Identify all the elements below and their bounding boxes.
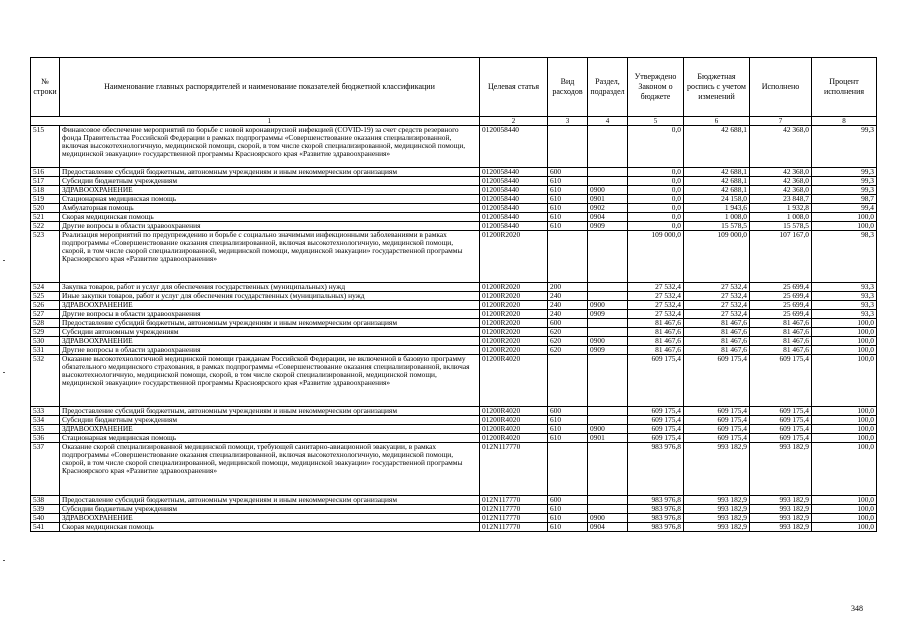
execution-percent: 100,0 <box>812 514 877 523</box>
section-code <box>588 292 628 301</box>
column-number-4: 4 <box>588 117 628 126</box>
row-number: 530 <box>31 337 60 346</box>
header-target: Целевая статья <box>480 58 548 117</box>
row-number: 536 <box>31 434 60 443</box>
table-row <box>31 443 877 496</box>
execution-percent: 100,0 <box>812 443 877 496</box>
section-code: 0904 <box>588 213 628 222</box>
table-row <box>31 496 877 505</box>
row-name: Предоставление субсидий бюджетным, автономным учреждениям и иным некоммерческим организациям <box>60 407 480 416</box>
target-article: 012N117770 <box>480 443 548 496</box>
executed-amount: 25 699,4 <box>750 301 812 310</box>
header-expense-type: Вид расходов <box>548 58 588 117</box>
execution-percent: 100,0 <box>812 425 877 434</box>
approved-amount: 81 467,6 <box>628 328 684 337</box>
row-number: 526 <box>31 301 60 310</box>
execution-percent: 98,7 <box>812 195 877 204</box>
header-section: Раздел, подраздел <box>588 58 628 117</box>
section-code: 0904 <box>588 523 628 532</box>
executed-amount: 993 182,9 <box>750 443 812 496</box>
section-code: 0900 <box>588 301 628 310</box>
approved-amount: 81 467,6 <box>628 319 684 328</box>
row-number: 524 <box>31 283 60 292</box>
executed-amount: 1 008,0 <box>750 213 812 222</box>
executed-amount: 993 182,9 <box>750 505 812 514</box>
section-code: 0909 <box>588 310 628 319</box>
table-row <box>31 355 877 407</box>
row-name: Амбулаторная помощь <box>60 204 480 213</box>
row-number: 540 <box>31 514 60 523</box>
execution-percent: 100,0 <box>812 416 877 425</box>
target-article: 01200R4020 <box>480 407 548 416</box>
table-row <box>31 407 877 416</box>
executed-amount: 42 368,0 <box>750 126 812 168</box>
row-name: Закупка товаров, работ и услуг для обеспечения государственных (муниципальных) нужд <box>60 283 480 292</box>
executed-amount: 609 175,4 <box>750 416 812 425</box>
budget-list-amount: 993 182,9 <box>684 496 750 505</box>
table-row <box>31 434 877 443</box>
row-name: Скорая медицинская помощь <box>60 523 480 532</box>
expense-type: 240 <box>548 310 588 319</box>
row-name: ЗДРАВООХРАНЕНИЕ <box>60 514 480 523</box>
row-name: Предоставление субсидий бюджетным, автономным учреждениям и иным некоммерческим организациям <box>60 168 480 177</box>
execution-percent: 93,3 <box>812 301 877 310</box>
execution-percent: 100,0 <box>812 337 877 346</box>
row-number: 537 <box>31 443 60 496</box>
target-article: 01200R2020 <box>480 337 548 346</box>
budget-list-amount: 42 688,1 <box>684 168 750 177</box>
expense-type: 600 <box>548 168 588 177</box>
budget-list-amount: 27 532,4 <box>684 283 750 292</box>
section-code <box>588 126 628 168</box>
page-number: 348 <box>851 604 863 613</box>
section-code <box>588 283 628 292</box>
table-body <box>31 126 877 532</box>
executed-amount: 993 182,9 <box>750 523 812 532</box>
row-name: Предоставление субсидий бюджетным, автономным учреждениям и иным некоммерческим организациям <box>60 496 480 505</box>
target-article: 01200R2020 <box>480 328 548 337</box>
executed-amount: 107 167,0 <box>750 231 812 283</box>
row-number: 520 <box>31 204 60 213</box>
row-name: ЗДРАВООХРАНЕНИЕ <box>60 337 480 346</box>
section-code <box>588 416 628 425</box>
target-article: 01200R2020 <box>480 346 548 355</box>
expense-type: 610 <box>548 523 588 532</box>
target-article: 012N117770 <box>480 523 548 532</box>
approved-amount: 81 467,6 <box>628 337 684 346</box>
row-name: Другие вопросы в области здравоохранения <box>60 222 480 231</box>
row-name: Субсидии бюджетным учреждениям <box>60 177 480 186</box>
header-name: Наименование главных распорядителей и наименование показателей бюджетной классификации <box>60 58 480 117</box>
row-name: Субсидии бюджетным учреждениям <box>60 416 480 425</box>
executed-amount: 81 467,6 <box>750 328 812 337</box>
row-number: 518 <box>31 186 60 195</box>
budget-list-amount: 609 175,4 <box>684 425 750 434</box>
execution-percent: 100,0 <box>812 505 877 514</box>
expense-type: 610 <box>548 177 588 186</box>
execution-percent: 100,0 <box>812 213 877 222</box>
table-row <box>31 416 877 425</box>
row-number: 535 <box>31 425 60 434</box>
row-number: 528 <box>31 319 60 328</box>
target-article: 012N117770 <box>480 514 548 523</box>
section-code: 0902 <box>588 204 628 213</box>
target-article: 01200R2020 <box>480 292 548 301</box>
target-article: 0120058440 <box>480 186 548 195</box>
target-article: 01200R4020 <box>480 355 548 407</box>
target-article: 01200R2020 <box>480 310 548 319</box>
approved-amount: 983 976,8 <box>628 505 684 514</box>
row-name: Субсидии бюджетным учреждениям <box>60 505 480 514</box>
section-code: 0909 <box>588 346 628 355</box>
executed-amount: 15 578,5 <box>750 222 812 231</box>
section-code <box>588 505 628 514</box>
execution-percent: 100,0 <box>812 434 877 443</box>
budget-list-amount: 42 688,1 <box>684 177 750 186</box>
row-number: 532 <box>31 355 60 407</box>
budget-list-amount: 109 000,0 <box>684 231 750 283</box>
budget-list-amount: 993 182,9 <box>684 505 750 514</box>
budget-sheet <box>30 57 876 532</box>
row-number: 516 <box>31 168 60 177</box>
execution-percent: 100,0 <box>812 496 877 505</box>
execution-percent: 99,3 <box>812 186 877 195</box>
expense-type: 620 <box>548 328 588 337</box>
table-row <box>31 523 877 532</box>
row-number: 538 <box>31 496 60 505</box>
execution-percent: 100,0 <box>812 346 877 355</box>
budget-list-amount: 993 182,9 <box>684 443 750 496</box>
column-number-2: 2 <box>480 117 548 126</box>
target-article: 01200R4020 <box>480 434 548 443</box>
table-row <box>31 222 877 231</box>
target-article: 0120058440 <box>480 195 548 204</box>
executed-amount: 81 467,6 <box>750 346 812 355</box>
approved-amount: 0,0 <box>628 177 684 186</box>
section-code <box>588 355 628 407</box>
approved-amount: 27 532,4 <box>628 283 684 292</box>
executed-amount: 25 699,4 <box>750 292 812 301</box>
expense-type: 610 <box>548 425 588 434</box>
executed-amount: 609 175,4 <box>750 434 812 443</box>
table-row <box>31 319 877 328</box>
expense-type: 600 <box>548 319 588 328</box>
table-row <box>31 425 877 434</box>
header-budget-list: Бюджетная роспись с учетом изменений <box>684 58 750 117</box>
approved-amount: 81 467,6 <box>628 346 684 355</box>
budget-list-amount: 993 182,9 <box>684 523 750 532</box>
target-article: 01200R2020 <box>480 319 548 328</box>
expense-type: 610 <box>548 222 588 231</box>
executed-amount: 81 467,6 <box>750 319 812 328</box>
budget-list-amount: 81 467,6 <box>684 328 750 337</box>
table-row <box>31 310 877 319</box>
executed-amount: 993 182,9 <box>750 496 812 505</box>
budget-list-amount: 42 688,1 <box>684 126 750 168</box>
target-article: 01200R2020 <box>480 301 548 310</box>
table-header <box>31 58 877 126</box>
approved-amount: 983 976,8 <box>628 523 684 532</box>
budget-list-amount: 609 175,4 <box>684 416 750 425</box>
approved-amount: 0,0 <box>628 168 684 177</box>
column-number-8: 8 <box>812 117 877 126</box>
expense-type <box>548 126 588 168</box>
section-code <box>588 319 628 328</box>
approved-amount: 609 175,4 <box>628 355 684 407</box>
expense-type: 620 <box>548 346 588 355</box>
budget-list-amount: 1 008,0 <box>684 213 750 222</box>
budget-list-amount: 81 467,6 <box>684 319 750 328</box>
execution-percent: 98,3 <box>812 231 877 283</box>
row-name: Стационарная медицинская помощь <box>60 195 480 204</box>
budget-list-amount: 15 578,5 <box>684 222 750 231</box>
table-row <box>31 283 877 292</box>
row-number: 525 <box>31 292 60 301</box>
section-code <box>588 496 628 505</box>
section-code: 0900 <box>588 425 628 434</box>
row-number: 521 <box>31 213 60 222</box>
expense-type <box>548 355 588 407</box>
target-article: 0120058440 <box>480 126 548 168</box>
table-row <box>31 168 877 177</box>
row-name: Оказание высокотехнологичной медицинской помощи гражданам Российской Федерации, не включенной в базовую программу обязательного медицинского страхования, в рамках подпрограммы «Совершенствование оказания специализированной, включая высокотехнологичную, медицинской помощи, скорой, в том числе скорой специализированной, медицинской помощи, медицинской эвакуации» государственной программы Красноярского края «Развитие здравоохранения» <box>60 355 480 407</box>
executed-amount: 609 175,4 <box>750 407 812 416</box>
approved-amount: 0,0 <box>628 195 684 204</box>
row-name: Иные закупки товаров, работ и услуг для обеспечения государственных (муниципальных) нужд <box>60 292 480 301</box>
budget-list-amount: 993 182,9 <box>684 514 750 523</box>
target-article: 0120058440 <box>480 204 548 213</box>
column-number-5: 5 <box>628 117 684 126</box>
row-name: ЗДРАВООХРАНЕНИЕ <box>60 186 480 195</box>
budget-table <box>30 57 877 532</box>
target-article: 0120058440 <box>480 222 548 231</box>
row-name: Стационарная медицинская помощь <box>60 434 480 443</box>
expense-type: 240 <box>548 301 588 310</box>
header-row-no: № строки <box>31 58 60 117</box>
execution-percent: 93,3 <box>812 310 877 319</box>
budget-list-amount: 1 943,6 <box>684 204 750 213</box>
approved-amount: 609 175,4 <box>628 416 684 425</box>
header-executed: Исполнено <box>750 58 812 117</box>
row-number: 533 <box>31 407 60 416</box>
executed-amount: 81 467,6 <box>750 337 812 346</box>
budget-list-amount: 42 688,1 <box>684 186 750 195</box>
section-code <box>588 407 628 416</box>
table-row <box>31 126 877 168</box>
execution-percent: 99,3 <box>812 126 877 168</box>
approved-amount: 983 976,8 <box>628 496 684 505</box>
row-number: 531 <box>31 346 60 355</box>
section-code <box>588 177 628 186</box>
section-code <box>588 168 628 177</box>
row-name: ЗДРАВООХРАНЕНИЕ <box>60 301 480 310</box>
table-row <box>31 328 877 337</box>
row-number: 519 <box>31 195 60 204</box>
expense-type: 240 <box>548 292 588 301</box>
approved-amount: 609 175,4 <box>628 434 684 443</box>
row-number: 534 <box>31 416 60 425</box>
table-row <box>31 204 877 213</box>
budget-list-amount: 27 532,4 <box>684 301 750 310</box>
target-article: 0120058440 <box>480 168 548 177</box>
approved-amount: 0,0 <box>628 222 684 231</box>
approved-amount: 609 175,4 <box>628 407 684 416</box>
execution-percent: 100,0 <box>812 355 877 407</box>
column-number-row <box>31 117 877 126</box>
expense-type: 610 <box>548 195 588 204</box>
row-name: Скорая медицинская помощь <box>60 213 480 222</box>
table-row <box>31 195 877 204</box>
budget-list-amount: 81 467,6 <box>684 346 750 355</box>
row-number: 529 <box>31 328 60 337</box>
budget-list-amount: 609 175,4 <box>684 434 750 443</box>
section-code: 0900 <box>588 186 628 195</box>
expense-type: 610 <box>548 505 588 514</box>
section-code: 0901 <box>588 195 628 204</box>
execution-percent: 99,3 <box>812 177 877 186</box>
approved-amount: 0,0 <box>628 126 684 168</box>
table-row <box>31 186 877 195</box>
approved-amount: 27 532,4 <box>628 292 684 301</box>
approved-amount: 609 175,4 <box>628 425 684 434</box>
row-number: 539 <box>31 505 60 514</box>
execution-percent: 100,0 <box>812 319 877 328</box>
section-code <box>588 231 628 283</box>
target-article: 01200R2020 <box>480 283 548 292</box>
column-number-6: 6 <box>684 117 750 126</box>
row-name: Оказание скорой специализированной медицинской помощи, требующей санитарно-авиационной эвакуации, в рамках подпрограммы «Совершенствование оказания специализированной, включая высокотехнологичную, медицинской помощи, скорой, в том числе скорой специализированной, медицинской помощи, медицинской эвакуации» государственной программы Красноярского края «Развитие здравоохранения» <box>60 443 480 496</box>
section-code <box>588 443 628 496</box>
row-name: Другие вопросы в области здравоохранения <box>60 346 480 355</box>
approved-amount: 27 532,4 <box>628 310 684 319</box>
approved-amount: 0,0 <box>628 186 684 195</box>
budget-list-amount: 27 532,4 <box>684 310 750 319</box>
row-name: Реализация мероприятий по предупреждению и борьбе с социально значимыми инфекционными заболеваниями в рамках подпрограммы «Совершенствование оказания специализированной, включая высокотехнологичную, медицинской помощи, скорой, в том числе скорой специализированной, медицинской помощи, медицинской эвакуации» государственной программы Красноярского края «Развитие здравоохранения» <box>60 231 480 283</box>
expense-type: 600 <box>548 407 588 416</box>
section-code: 0901 <box>588 434 628 443</box>
execution-percent: 99,3 <box>812 168 877 177</box>
executed-amount: 1 932,8 <box>750 204 812 213</box>
target-article: 012N117770 <box>480 505 548 514</box>
header-percent: Процент исполнения <box>812 58 877 117</box>
target-article: 0120058440 <box>480 213 548 222</box>
expense-type: 610 <box>548 434 588 443</box>
row-name: Субсидии автономным учреждениям <box>60 328 480 337</box>
target-article: 01200R4020 <box>480 416 548 425</box>
approved-amount: 0,0 <box>628 204 684 213</box>
row-number: 541 <box>31 523 60 532</box>
approved-amount: 983 976,8 <box>628 443 684 496</box>
target-article: 0120058440 <box>480 177 548 186</box>
execution-percent: 93,3 <box>812 292 877 301</box>
executed-amount: 609 175,4 <box>750 425 812 434</box>
budget-list-amount: 609 175,4 <box>684 407 750 416</box>
section-code: 0909 <box>588 222 628 231</box>
executed-amount: 993 182,9 <box>750 514 812 523</box>
executed-amount: 23 848,7 <box>750 195 812 204</box>
budget-list-amount: 81 467,6 <box>684 337 750 346</box>
table-row <box>31 505 877 514</box>
row-name: Другие вопросы в области здравоохранения <box>60 310 480 319</box>
target-article: 012N117770 <box>480 496 548 505</box>
execution-percent: 100,0 <box>812 328 877 337</box>
execution-percent: 100,0 <box>812 407 877 416</box>
row-number: 527 <box>31 310 60 319</box>
row-number: 522 <box>31 222 60 231</box>
approved-amount: 27 532,4 <box>628 301 684 310</box>
approved-amount: 0,0 <box>628 213 684 222</box>
executed-amount: 25 699,4 <box>750 310 812 319</box>
execution-percent: 100,0 <box>812 523 877 532</box>
execution-percent: 99,4 <box>812 204 877 213</box>
expense-type <box>548 231 588 283</box>
executed-amount: 42 368,0 <box>750 168 812 177</box>
column-number-7: 7 <box>750 117 812 126</box>
expense-type: 610 <box>548 416 588 425</box>
table-row <box>31 337 877 346</box>
approved-amount: 109 000,0 <box>628 231 684 283</box>
table-row <box>31 301 877 310</box>
expense-type: 200 <box>548 283 588 292</box>
expense-type <box>548 443 588 496</box>
execution-percent: 100,0 <box>812 222 877 231</box>
expense-type: 620 <box>548 337 588 346</box>
budget-list-amount: 27 532,4 <box>684 292 750 301</box>
table-row <box>31 346 877 355</box>
table-row <box>31 213 877 222</box>
table-row <box>31 514 877 523</box>
header-approved: Утверждено Законом о бюджете <box>628 58 684 117</box>
row-number: 515 <box>31 126 60 168</box>
budget-list-amount: 24 158,0 <box>684 195 750 204</box>
expense-type: 600 <box>548 496 588 505</box>
executed-amount: 609 175,4 <box>750 355 812 407</box>
expense-type: 610 <box>548 514 588 523</box>
table-row <box>31 177 877 186</box>
expense-type: 610 <box>548 186 588 195</box>
section-code <box>588 328 628 337</box>
table-row <box>31 231 877 283</box>
row-name: Финансовое обеспечение мероприятий по борьбе с новой коронавирусной инфекцией (COVID-19) за счет средств резервного фонда Правительства Российской Федерации в рамках подпрограммы «Совершенствование оказания специализированной, включая высокотехнологичную, медицинской помощи, скорой, в том числе скорой специализированной, медицинской помощи, медицинской эвакуации» государственной программы Красноярского края «Развитие здравоохранения» <box>60 126 480 168</box>
row-name: Предоставление субсидий бюджетным, автономным учреждениям и иным некоммерческим организациям <box>60 319 480 328</box>
column-number-3: 3 <box>548 117 588 126</box>
column-number-1: 1 <box>60 117 480 126</box>
expense-type: 610 <box>548 213 588 222</box>
section-code: 0900 <box>588 514 628 523</box>
table-row <box>31 292 877 301</box>
approved-amount: 983 976,8 <box>628 514 684 523</box>
row-name: ЗДРАВООХРАНЕНИЕ <box>60 425 480 434</box>
executed-amount: 42 368,0 <box>750 177 812 186</box>
budget-list-amount: 609 175,4 <box>684 355 750 407</box>
executed-amount: 25 699,4 <box>750 283 812 292</box>
row-number: 523 <box>31 231 60 283</box>
expense-type: 610 <box>548 204 588 213</box>
section-code: 0900 <box>588 337 628 346</box>
target-article: 01200R2020 <box>480 231 548 283</box>
execution-percent: 93,3 <box>812 283 877 292</box>
row-number: 517 <box>31 177 60 186</box>
target-article: 01200R4020 <box>480 425 548 434</box>
executed-amount: 42 368,0 <box>750 186 812 195</box>
